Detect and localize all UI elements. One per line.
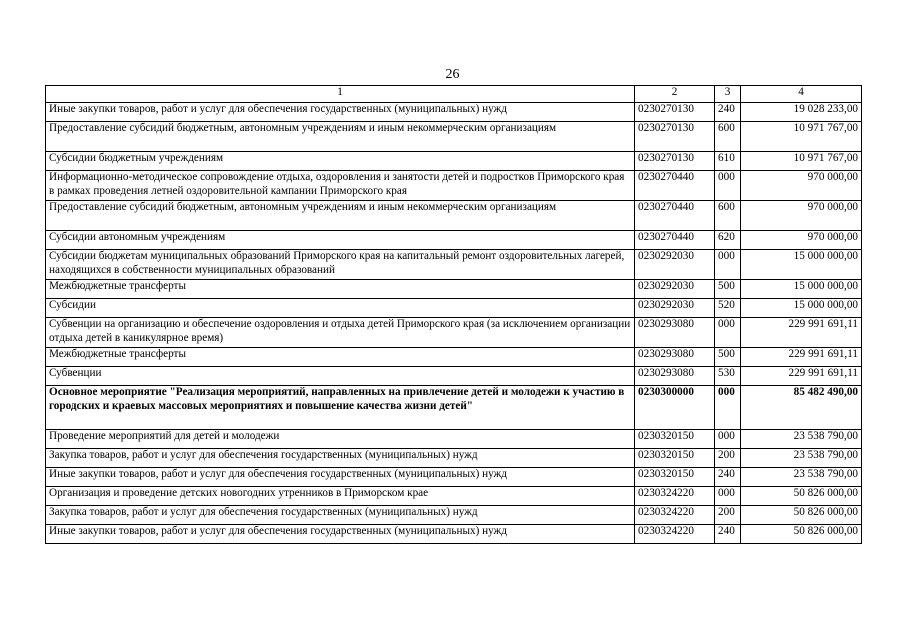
row-amount-cell: 19 028 233,00 — [741, 103, 862, 122]
table-row — [46, 250, 862, 280]
row-code-cell: 0230270440 — [635, 201, 715, 231]
row-code-cell: 0230320150 — [635, 468, 715, 487]
table-row — [46, 103, 862, 122]
table-row — [46, 318, 862, 348]
row-code-cell: 0230270440 — [635, 171, 715, 201]
table-row — [46, 231, 862, 250]
row-code-cell: 0230293080 — [635, 318, 715, 348]
row-amount-cell: 10 971 767,00 — [741, 122, 862, 152]
row-amount-cell: 50 826 000,00 — [741, 525, 862, 544]
table-row — [46, 430, 862, 449]
row-type-cell: 600 — [715, 201, 741, 231]
table-row — [46, 506, 862, 525]
row-name-cell: Субсидии бюджетным учреждениям — [46, 152, 635, 171]
row-name-cell: Предоставление субсидий бюджетным, автономным учреждениям и иным некоммерческим организациям — [46, 122, 635, 152]
table-row — [46, 122, 862, 152]
column-header-code: 2 — [635, 86, 715, 103]
row-code-cell: 0230292030 — [635, 250, 715, 280]
table-row — [46, 299, 862, 318]
table-row — [46, 201, 862, 231]
row-code-cell: 0230270130 — [635, 152, 715, 171]
column-header-name: 1 — [46, 86, 635, 103]
row-type-cell: 600 — [715, 122, 741, 152]
row-amount-cell: 970 000,00 — [741, 231, 862, 250]
row-name-cell: Организация и проведение детских новогодних утренников в Приморском крае — [46, 487, 635, 506]
row-type-cell: 500 — [715, 280, 741, 299]
row-amount-cell: 10 971 767,00 — [741, 152, 862, 171]
row-type-cell: 000 — [715, 250, 741, 280]
row-amount-cell: 970 000,00 — [741, 171, 862, 201]
row-name-cell: Субвенции — [46, 367, 635, 386]
row-name-cell: Закупка товаров, работ и услуг для обеспечения государственных (муниципальных) нужд — [46, 449, 635, 468]
row-amount-cell: 15 000 000,00 — [741, 280, 862, 299]
row-name-cell: Субсидии — [46, 299, 635, 318]
row-type-cell: 520 — [715, 299, 741, 318]
row-name-cell: Основное мероприятие "Реализация мероприятий, направленных на привлечение детей и молодежи к участию в городских и краевых массовых мероприятиях и повышение качества жизни детей" — [46, 386, 635, 430]
table-row — [46, 280, 862, 299]
row-type-cell: 200 — [715, 449, 741, 468]
row-code-cell: 0230292030 — [635, 299, 715, 318]
table-header-row — [46, 86, 862, 103]
row-type-cell: 200 — [715, 506, 741, 525]
table-row — [46, 152, 862, 171]
row-amount-cell: 23 538 790,00 — [741, 430, 862, 449]
row-amount-cell: 85 482 490,00 — [741, 386, 862, 430]
row-amount-cell: 229 991 691,11 — [741, 367, 862, 386]
row-type-cell: 620 — [715, 231, 741, 250]
table-row — [46, 468, 862, 487]
row-code-cell: 0230270440 — [635, 231, 715, 250]
column-header-type: 3 — [715, 86, 741, 103]
row-type-cell: 240 — [715, 525, 741, 544]
table-row — [46, 348, 862, 367]
row-code-cell: 0230270130 — [635, 103, 715, 122]
row-name-cell: Субсидии бюджетам муниципальных образований Приморского края на капитальный ремонт оздоровительных лагерей, находящихся в собственности муниципальных образований — [46, 250, 635, 280]
row-amount-cell: 229 991 691,11 — [741, 348, 862, 367]
row-name-cell: Субсидии автономным учреждениям — [46, 231, 635, 250]
table-row — [46, 487, 862, 506]
row-name-cell: Иные закупки товаров, работ и услуг для обеспечения государственных (муниципальных) нужд — [46, 103, 635, 122]
row-name-cell: Межбюджетные трансферты — [46, 280, 635, 299]
row-amount-cell: 50 826 000,00 — [741, 487, 862, 506]
row-name-cell: Предоставление субсидий бюджетным, автономным учреждениям и иным некоммерческим организациям — [46, 201, 635, 231]
row-amount-cell: 23 538 790,00 — [741, 468, 862, 487]
row-type-cell: 000 — [715, 430, 741, 449]
table-row — [46, 449, 862, 468]
row-name-cell: Проведение мероприятий для детей и молодежи — [46, 430, 635, 449]
row-type-cell: 530 — [715, 367, 741, 386]
row-amount-cell: 23 538 790,00 — [741, 449, 862, 468]
row-type-cell: 000 — [715, 386, 741, 430]
row-type-cell: 000 — [715, 487, 741, 506]
row-name-cell: Иные закупки товаров, работ и услуг для обеспечения государственных (муниципальных) нужд — [46, 525, 635, 544]
row-name-cell: Закупка товаров, работ и услуг для обеспечения государственных (муниципальных) нужд — [46, 506, 635, 525]
row-name-cell: Информационно-методическое сопровождение отдыха, оздоровления и занятости детей и подростков Приморского края в рамках проведения летней оздоровительной кампании Приморского края — [46, 171, 635, 201]
table-row — [46, 386, 862, 430]
row-type-cell: 240 — [715, 103, 741, 122]
row-amount-cell: 15 000 000,00 — [741, 299, 862, 318]
table-row — [46, 525, 862, 544]
row-amount-cell: 15 000 000,00 — [741, 250, 862, 280]
row-type-cell: 610 — [715, 152, 741, 171]
row-code-cell: 0230293080 — [635, 367, 715, 386]
row-type-cell: 240 — [715, 468, 741, 487]
row-code-cell: 0230300000 — [635, 386, 715, 430]
row-type-cell: 500 — [715, 348, 741, 367]
column-header-amount: 4 — [741, 86, 862, 103]
page-number: 26 — [445, 67, 460, 82]
row-type-cell: 000 — [715, 318, 741, 348]
row-code-cell: 0230320150 — [635, 449, 715, 468]
row-code-cell: 0230324220 — [635, 525, 715, 544]
row-code-cell: 0230320150 — [635, 430, 715, 449]
row-code-cell: 0230292030 — [635, 280, 715, 299]
row-amount-cell: 229 991 691,11 — [741, 318, 862, 348]
table-row — [46, 367, 862, 386]
row-name-cell: Иные закупки товаров, работ и услуг для обеспечения государственных (муниципальных) нужд — [46, 468, 635, 487]
table-row — [46, 171, 862, 201]
row-code-cell: 0230324220 — [635, 506, 715, 525]
row-amount-cell: 970 000,00 — [741, 201, 862, 231]
row-code-cell: 0230270130 — [635, 122, 715, 152]
row-code-cell: 0230324220 — [635, 487, 715, 506]
row-code-cell: 0230293080 — [635, 348, 715, 367]
budget-table — [45, 85, 862, 544]
row-name-cell: Межбюджетные трансферты — [46, 348, 635, 367]
row-type-cell: 000 — [715, 171, 741, 201]
row-name-cell: Субвенции на организацию и обеспечение оздоровления и отдыха детей Приморского края (за исключением организации отдыха детей в каникулярное время) — [46, 318, 635, 348]
row-amount-cell: 50 826 000,00 — [741, 506, 862, 525]
